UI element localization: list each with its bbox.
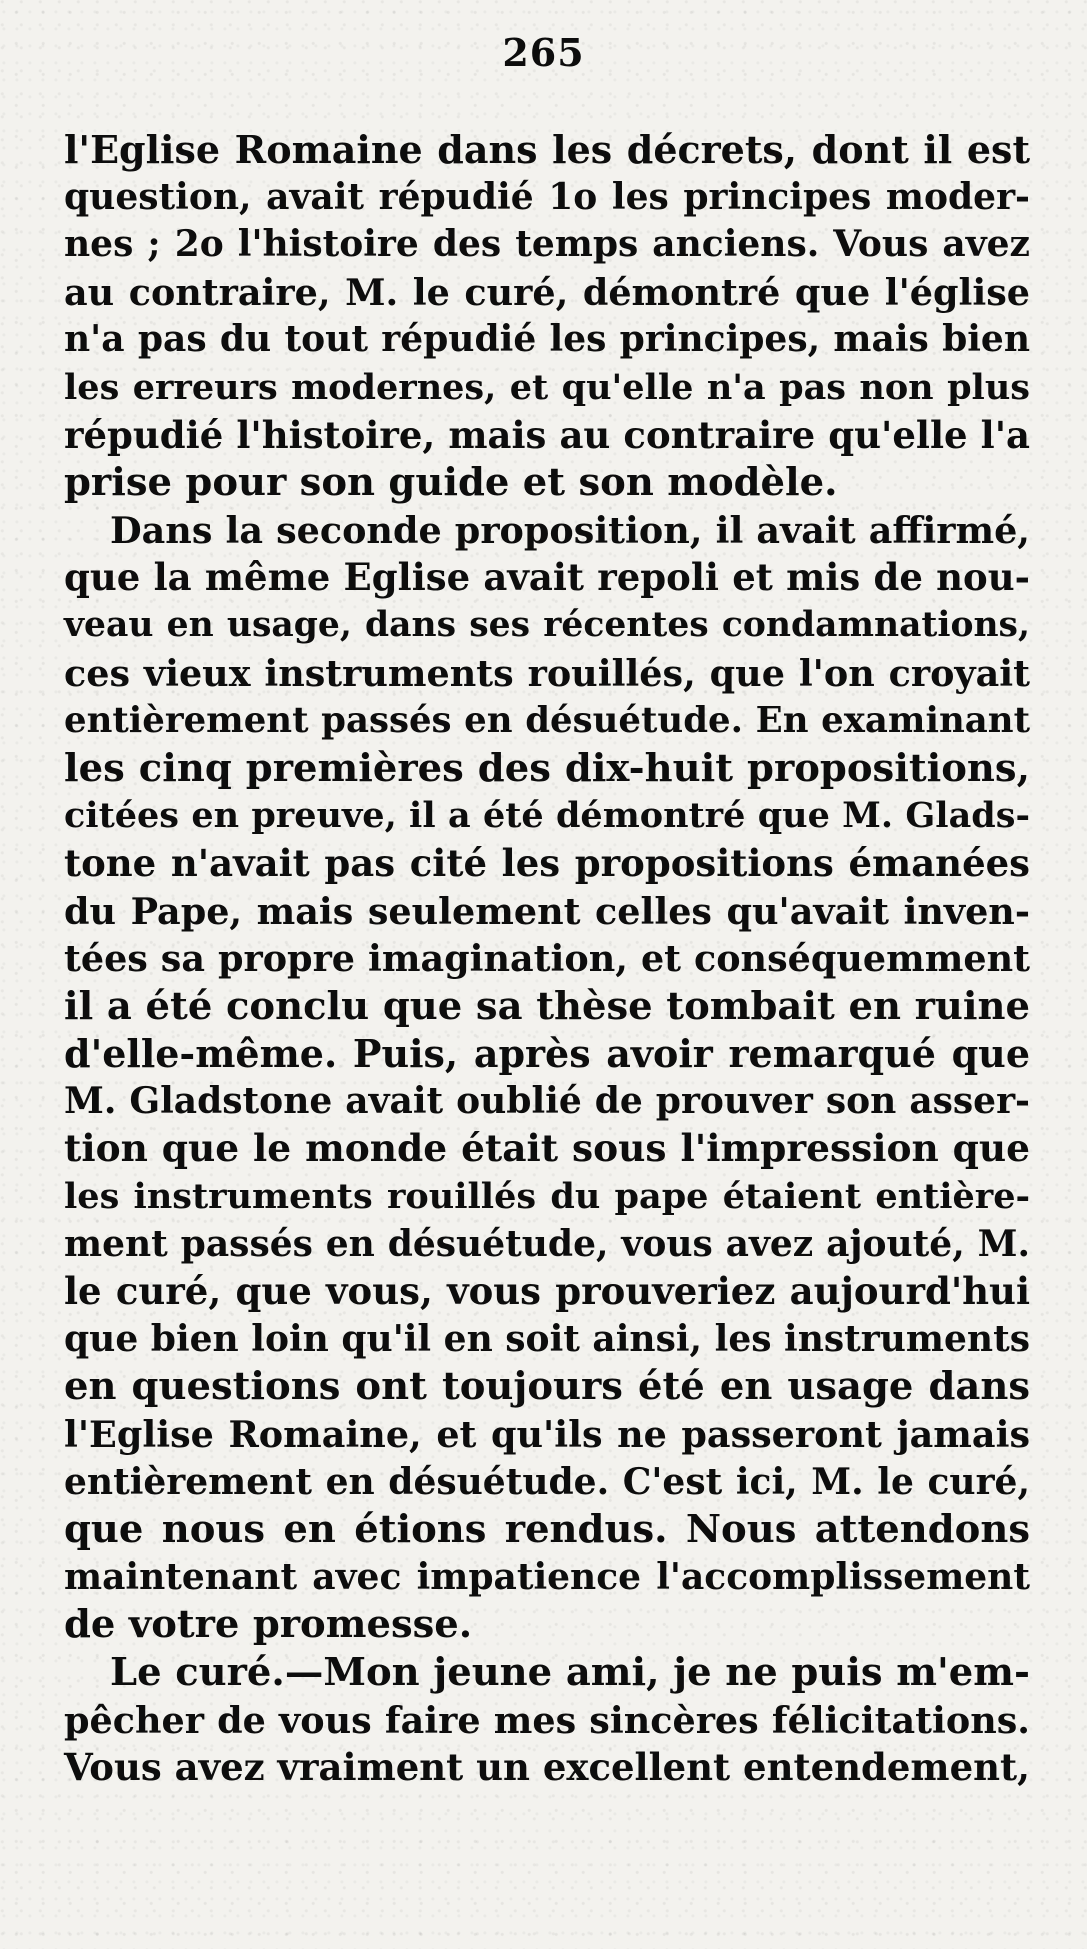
text-line: d'elle-même. Puis, après avoir remarqué que — [64, 1031, 1030, 1077]
text-line: Vous avez vraiment un excellent entendement, — [64, 1745, 1030, 1790]
text-line: du Pape, mais seulement celles qu'avait inven- — [64, 889, 1030, 933]
text-line: au contraire, M. le curé, démontré que l'église — [64, 270, 1030, 314]
text-line: l'Eglise Romaine, et qu'ils ne passeront jamais — [64, 1413, 1030, 1457]
text-line: que la même Eglise avait repoli et mis de nou- — [64, 555, 1030, 600]
text-line: les cinq premières des dix-huit propositions, — [64, 745, 1030, 791]
text-line: ment passés en désuétude, vous avez ajouté, M. — [64, 1222, 1030, 1265]
text-line: que nous en étions rendus. Nous attendons — [64, 1507, 1030, 1553]
text-line: Le curé.—Mon jeune ami, je ne puis m'em- — [110, 1650, 1030, 1695]
text-line: nes ; 2o l'histoire des temps anciens. Vous avez — [64, 223, 1030, 266]
text-line: pêcher de vous faire mes sincères félicitations. — [64, 1698, 1030, 1742]
text-line: veau en usage, dans ses récentes condamnations, — [64, 604, 1030, 645]
text-line: les erreurs modernes, et qu'elle n'a pas non plus — [64, 366, 1030, 408]
text-line: maintenant avec impatience l'accomplissement — [64, 1555, 1030, 1598]
text-line: tone n'avait pas cité les propositions émanées — [64, 840, 1030, 885]
text-line: de votre promesse. — [64, 1602, 473, 1648]
text-line: M. Gladstone avait oublié de prouver son asser- — [64, 1079, 1030, 1122]
text-line: il a été conclu que sa thèse tombait en ruine — [64, 983, 1030, 1029]
text-line: tion que le monde était sous l'impression que — [64, 1126, 1030, 1171]
text-line: tées sa propre imagination, et conséquemment — [64, 937, 1030, 981]
text-line: que bien loin qu'il en soit ainsi, les instruments — [64, 1317, 1030, 1360]
text-line: en questions ont toujours été en usage dans — [64, 1364, 1030, 1410]
text-line: citées en preuve, il a été démontré que M. Glads- — [64, 795, 1030, 837]
text-line: entièrement en désuétude. C'est ici, M. le curé, — [64, 1460, 1030, 1503]
text-line: le curé, que vous, vous prouveriez aujourd'hui — [64, 1269, 1030, 1314]
text-line: ces vieux instruments rouillés, que l'on croyait — [64, 651, 1030, 695]
text-line: question, avait répudié 1o les principes moder- — [64, 175, 1030, 218]
text-line: l'Eglise Romaine dans les décrets, dont il est — [64, 127, 1030, 172]
text-line: répudié l'histoire, mais au contraire qu'elle l'a — [64, 412, 1030, 457]
body-text — [64, 126, 1030, 1792]
text-line: Dans la seconde proposition, il avait affirmé, — [110, 508, 1030, 552]
text-line: n'a pas du tout répudié les principes, mais bien — [64, 318, 1030, 361]
text-line: prise pour son guide et son modèle. — [64, 460, 838, 506]
page-number: 265 — [502, 30, 585, 75]
text-line: entièrement passés en désuétude. En examinant — [64, 700, 1030, 742]
text-line: les instruments rouillés du pape étaient entière- — [64, 1176, 1030, 1218]
